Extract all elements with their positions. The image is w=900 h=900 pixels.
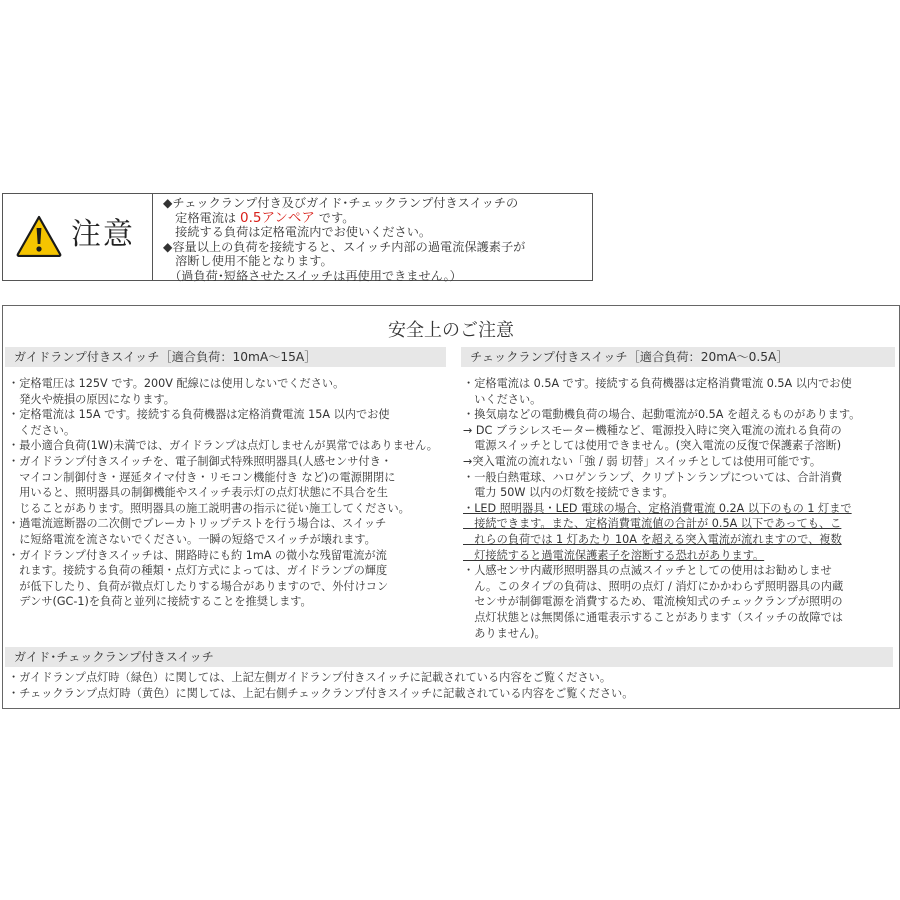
check-note-line: → DC ブラシレスモーター機種など、電源投入時に突入電流の流れる負荷の bbox=[463, 423, 842, 437]
caution-box bbox=[2, 193, 593, 281]
guide-note-line: ・最小適合負荷(1W)未満では、ガイドランプは点灯しませんが異常ではありません。 bbox=[8, 439, 438, 453]
check-note-line: 灯接続すると過電流保護素子を溶断する恐れがあります。 bbox=[463, 548, 765, 562]
caution-line-text: ◆チェックランプ付き及びガイド･チェックランプ付きスイッチの bbox=[163, 196, 519, 210]
check-note-line: →突入電流の流れない「強 / 弱 切替」スイッチとしては使用可能です。 bbox=[463, 454, 822, 468]
guide-note-line: 発火や焼損の原因になります。 bbox=[8, 392, 175, 406]
check-note-line: ありません)。 bbox=[463, 626, 546, 640]
check-note-line: 接続できます。また、定格消費電流値の合計が 0.5A 以下であっても、こ bbox=[463, 517, 842, 531]
guide-note-line: に短絡電流を流さないでください。一瞬の短絡でスイッチが壊れます。 bbox=[8, 532, 376, 546]
caution-line bbox=[163, 211, 593, 226]
caution-text bbox=[163, 196, 593, 284]
guide-note-line: 用いると、照明器具の制御機能やスイッチ表示灯の点灯状態に不具合を生 bbox=[8, 486, 388, 500]
check-note-line: 点灯状態とは無関係に通電表示することがあります（スイッチの故障では bbox=[463, 610, 843, 624]
safety-notice-box bbox=[2, 305, 900, 709]
check-note-line: センサが制御電源を消費するため、電流検知式のチェックランプが照明の bbox=[463, 595, 843, 609]
caution-title: 注意 bbox=[71, 217, 135, 252]
caution-line bbox=[163, 254, 593, 269]
guide-note-line: ・定格電圧は 125V です。200V 配線には使用しないでください。 bbox=[8, 377, 345, 390]
guide-check-lamp-heading: ガイド･チェックランプ付きスイッチ bbox=[5, 647, 893, 667]
caution-line-text: （過負荷･短絡させたスイッチは再使用できません。） bbox=[163, 268, 462, 283]
guide-note-line: デンサ(GC-1)を負荷と並列に接続することを推奨します。 bbox=[8, 595, 312, 609]
guide-check-lamp-notes bbox=[8, 670, 896, 701]
check-note-line: ・換気扇などの電動機負荷の場合、起動電流が0.5A を超えるものがあります。 bbox=[463, 408, 861, 422]
rated-current-highlight: 0.5アンペア bbox=[240, 209, 315, 226]
check-lamp-notes bbox=[463, 376, 899, 641]
caution-line-text: 接続する負荷は定格電流内でお使いください。 bbox=[163, 225, 432, 240]
guide-note-line: じることがあります。照明器具の施工説明書の指示に従い施工してください。 bbox=[8, 501, 410, 515]
guide-note-line: ください。 bbox=[8, 423, 76, 437]
check-note-line: 電力 50W 以内の灯数を接続できます。 bbox=[463, 486, 674, 500]
check-note-line: ・人感センサ内蔵形照明器具の点滅スイッチとしての使用はお勧めしませ bbox=[463, 564, 832, 578]
caution-line bbox=[163, 269, 593, 284]
safety-title: 安全上のご注意 bbox=[388, 320, 514, 341]
guide-lamp-heading: ガイドランプ付きスイッチ［適合負荷：10mA～15A］ bbox=[5, 347, 446, 367]
caution-line-text: 溶断し使用不能となります。 bbox=[163, 254, 333, 269]
check-note-line: 電源スイッチとしては使用できません。(突入電流の反復で保護素子溶断) bbox=[463, 439, 842, 453]
guide-note-line: ・過電流遮断器の二次側でブレーカトリップテストを行う場合は、スイッチ bbox=[8, 517, 387, 531]
guide-note-line: ・ガイドランプ付きスイッチは、開路時にも約 1mA の微小な残留電流が流 bbox=[8, 548, 387, 562]
guide-check-note-line: ・チェックランプ点灯時（黄色）に関しては、上記右側チェックランプ付きスイッチに記載されている内容をご覧ください。 bbox=[8, 686, 634, 700]
check-note-line: ・LED 照明器具・LED 電球の場合、定格消費電流 0.2A 以下のもの 1 灯まで bbox=[463, 501, 852, 515]
check-note-line: れらの負荷では 1 灯あたり 10A を超える突入電流が流れますので、複数 bbox=[463, 532, 842, 546]
guide-note-line: ・定格電流は 15A です。接続する負荷機器は定格消費電流 15A 以内でお使 bbox=[8, 408, 390, 422]
caution-header bbox=[3, 194, 153, 280]
caution-line-text: です。 bbox=[314, 210, 355, 225]
warning-triangle-icon bbox=[16, 215, 62, 257]
guide-lamp-notes bbox=[8, 376, 448, 610]
caution-line-text: 定格電流は bbox=[163, 210, 240, 225]
guide-note-line: マイコン制御付き・遅延タイマ付き・リモコン機能付き など)の電源開閉に bbox=[8, 470, 396, 484]
check-note-line: ん。このタイプの負荷は、照明の点灯 / 消灯にかかわらず照明器具の内蔵 bbox=[463, 579, 844, 593]
guide-note-line: れます。接続する負荷の種類・点灯方式によっては、ガイドランプの輝度 bbox=[8, 564, 388, 578]
check-note-line: いください。 bbox=[463, 392, 542, 406]
check-lamp-heading: チェックランプ付きスイッチ［適合負荷：20mA～0.5A］ bbox=[461, 347, 895, 367]
caution-line bbox=[163, 240, 593, 255]
check-note-line: ・一般白熱電球、ハロゲンランプ、クリプトンランプについては、合計消費 bbox=[463, 470, 843, 484]
caution-line bbox=[163, 225, 593, 240]
caution-line bbox=[163, 196, 593, 211]
caution-line-text: ◆容量以上の負荷を接続すると、スイッチ内部の過電流保護素子が bbox=[163, 239, 526, 254]
guide-note-line: ・ガイドランプ付きスイッチを、電子制御式特殊照明器具(人感センサ付き・ bbox=[8, 454, 392, 468]
check-note-line: ・定格電流は 0.5A です。接続する負荷機器は定格消費電流 0.5A 以内でお使 bbox=[463, 377, 852, 390]
guide-check-note-line: ・ガイドランプ点灯時（緑色）に関しては、上記左側ガイドランプ付きスイッチに記載されている内容をご覧ください。 bbox=[8, 671, 612, 684]
guide-note-line: が低下したり、負荷が微点灯したりする場合がありますので、外付けコン bbox=[8, 579, 389, 593]
